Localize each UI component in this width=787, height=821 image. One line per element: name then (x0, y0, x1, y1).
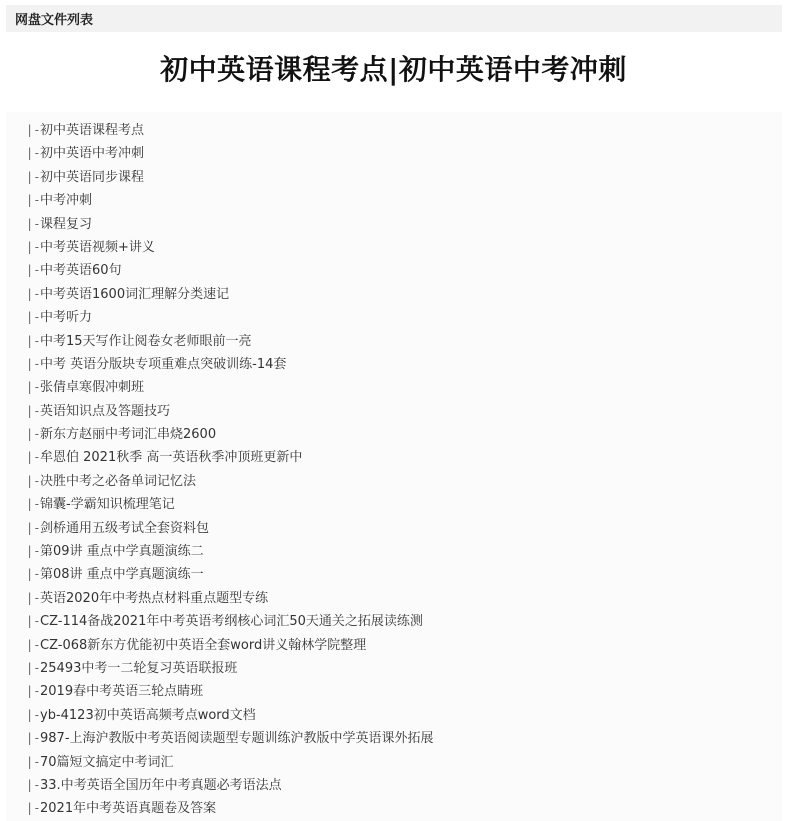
list-item[interactable] (26, 423, 434, 446)
tree-branch-icon: |- (26, 777, 41, 792)
list-item[interactable] (26, 610, 434, 633)
tree-branch-icon: |- (26, 544, 41, 559)
list-item-label: 987-上海沪教版中考英语阅读题型专题训练沪教版中学英语课外拓展 (40, 731, 434, 747)
tree-branch-icon: |- (26, 263, 41, 278)
list-item[interactable] (26, 540, 434, 563)
tree-branch-icon: |- (26, 754, 41, 769)
tree-branch-icon: |- (26, 216, 41, 231)
list-item[interactable] (26, 634, 434, 657)
tree-branch-icon: |- (26, 684, 41, 699)
list-item[interactable] (26, 704, 434, 727)
list-item-label: 剑桥通用五级考试全套资料包 (40, 520, 210, 536)
tree-branch-icon: |- (26, 801, 41, 816)
tree-branch-icon: |- (26, 169, 41, 184)
tree-branch-icon: |- (26, 473, 41, 488)
list-item[interactable] (26, 470, 434, 493)
list-item-label: 70篇短文搞定中考词汇 (40, 754, 174, 770)
tree-branch-icon: |- (26, 333, 41, 348)
list-item-label: 牟恩伯 2021秋季 高一英语秋季冲顶班更新中 (40, 450, 303, 466)
tree-branch-icon: |- (26, 403, 41, 418)
list-item-label: 锦囊-学霸知识梳理笔记 (40, 497, 175, 513)
tree-branch-icon: |- (26, 286, 41, 301)
file-list-panel (6, 112, 782, 821)
list-item-label: 决胜中考之必备单词记忆法 (40, 473, 197, 489)
list-item-label: 中考英语60句 (40, 263, 122, 279)
list-item-label: 张倩卓寒假冲刺班 (40, 380, 145, 396)
list-item[interactable] (26, 727, 434, 750)
tree-branch-icon: |- (26, 731, 41, 746)
list-item-label: 英语2020年中考热点材料重点题型专练 (40, 590, 269, 606)
tree-branch-icon: |- (26, 590, 41, 605)
list-item[interactable] (26, 283, 434, 306)
list-item[interactable] (26, 119, 434, 142)
list-item[interactable] (26, 306, 434, 329)
list-item-label: 课程复习 (40, 216, 93, 232)
tree-branch-icon: |- (26, 123, 41, 137)
list-item-label: 英语知识点及答题技巧 (40, 403, 171, 419)
list-item[interactable] (26, 493, 434, 516)
list-item[interactable] (26, 142, 434, 165)
list-item[interactable] (26, 797, 434, 820)
tree-branch-icon: |- (26, 637, 41, 652)
list-item-label: 新东方赵丽中考词汇串烧2600 (40, 427, 217, 443)
tree-branch-icon: |- (26, 380, 41, 395)
list-item-label: 中考英语视频+讲义 (40, 239, 155, 255)
list-item[interactable] (26, 353, 434, 376)
list-item-label: 第09讲 重点中学真题演练二 (40, 544, 204, 560)
list-item[interactable] (26, 517, 434, 540)
list-item-label: yb-4123初中英语高频考点word文档 (40, 707, 256, 723)
list-item[interactable] (26, 587, 434, 610)
list-item[interactable] (26, 657, 434, 680)
list-item-label: 中考冲刺 (40, 193, 93, 209)
list-item-label: 中考 英语分版块专项重难点突破训练-14套 (40, 356, 287, 372)
list-item-label: 25493中考一二轮复习英语联报班 (40, 660, 238, 676)
list-item[interactable] (26, 236, 434, 259)
tree-branch-icon: |- (26, 427, 41, 442)
list-item[interactable] (26, 166, 434, 189)
tree-branch-icon: |- (26, 497, 41, 512)
list-item[interactable] (26, 259, 434, 282)
list-item-label: CZ-068新东方优能初中英语全套word讲义翰林学院整理 (40, 637, 367, 653)
tree-branch-icon: |- (26, 567, 41, 582)
page-title: 初中英语课程考点|初中英语中考冲刺 (160, 53, 627, 86)
tree-branch-icon: |- (26, 707, 41, 722)
list-item-label: 初中英语同步课程 (40, 169, 145, 185)
list-item[interactable] (26, 563, 434, 586)
list-item[interactable] (26, 774, 434, 797)
list-item[interactable] (26, 330, 434, 353)
tree-branch-icon: |- (26, 193, 41, 208)
list-item[interactable] (26, 376, 434, 399)
list-item[interactable] (26, 189, 434, 212)
tree-branch-icon: |- (26, 614, 41, 629)
list-item-label: 第08讲 重点中学真题演练一 (40, 567, 204, 583)
list-item-label: CZ-114备战2021年中考英语考纲核心词汇50天通关之拓展读练测 (40, 614, 423, 630)
tree-branch-icon: |- (26, 146, 41, 161)
tree-branch-icon: |- (26, 450, 41, 465)
list-item[interactable] (26, 446, 434, 469)
tree-branch-icon: |- (26, 239, 41, 254)
list-item[interactable] (26, 213, 434, 236)
header-bar (6, 5, 782, 32)
list-item-label: 2019春中考英语三轮点睛班 (40, 684, 204, 700)
tree-branch-icon: |- (26, 310, 41, 325)
list-item-label: 中考听力 (40, 310, 93, 326)
list-item-label: 初中英语中考冲刺 (40, 146, 145, 162)
list-item[interactable] (26, 680, 434, 703)
list-item[interactable] (26, 400, 434, 423)
list-item-label: 初中英语课程考点 (40, 123, 145, 138)
list-item-label: 2021年中考英语真题卷及答案 (40, 801, 217, 817)
list-item[interactable] (26, 751, 434, 774)
header-title: 网盘文件列表 (15, 13, 94, 28)
tree-branch-icon: |- (26, 356, 41, 371)
tree-branch-icon: |- (26, 660, 41, 675)
list-item-label: 33.中考英语全国历年中考真题必考语法点 (40, 777, 282, 793)
list-item-label: 中考15天写作让阅卷女老师眼前一亮 (40, 333, 252, 349)
list-item-label: 中考英语1600词汇理解分类速记 (40, 286, 230, 302)
file-list (26, 119, 434, 821)
tree-branch-icon: |- (26, 520, 41, 535)
